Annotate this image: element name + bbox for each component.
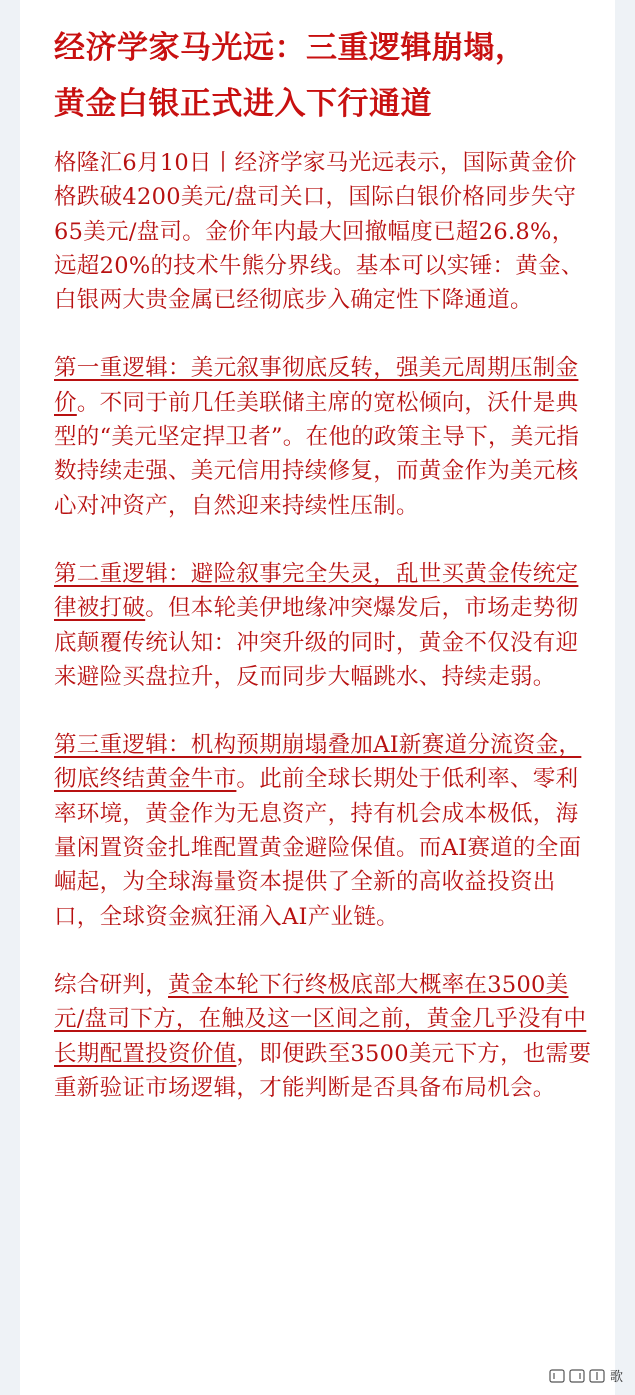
watermark-text: 歌	[609, 1370, 623, 1385]
article-title	[54, 20, 593, 132]
logic-2-paragraph	[54, 557, 593, 694]
paragraph-gap	[54, 317, 593, 351]
logic-3-heading: 第三重逻辑：机构预期崩塌叠加AI新赛道分流资金，彻底终结黄金牛市	[54, 732, 582, 793]
intro-paragraph: 格隆汇6月10日丨经济学家马光远表示，国际黄金价格跌破4200美元/盘司关口，国际白银价格同步失守65美元/盘司。金价年内最大回撤幅度已超26.8%，远超20%的技术牛熊分界线。基本可以实锤：黄金、白银两大贵金属已经彻底步入确定性下降通道。	[54, 150, 584, 314]
paragraph-gap	[54, 694, 593, 728]
article-title-line-1: 经济学家马光远：三重逻辑崩塌，	[54, 30, 527, 66]
prev-page-icon[interactable]	[548, 1368, 566, 1384]
paragraph-gap	[54, 523, 593, 557]
logic-2-body: 。但本轮美伊地缘冲突爆发后，市场走势彻底颠覆传统认知：冲突升级的同时，黄金不仅没有迎来避险买盘拉升，反而同步大幅跳水、持续走弱。	[54, 595, 579, 690]
conclusion-suffix: ，即便跌至3500美元下方，也需要重新验证市场逻辑，才能判断是否具备布局机会。	[54, 1040, 592, 1101]
article-card	[20, 0, 615, 1395]
conclusion-prefix: 综合研判，	[54, 971, 169, 998]
paragraph-gap	[54, 934, 593, 968]
logic-3-paragraph	[54, 728, 593, 934]
logic-2-heading: 第二重逻辑：避险叙事完全失灵，乱世买黄金传统定律被打破	[54, 560, 579, 622]
logic-1-body: 。不同于前几任美联储主席的宽松倾向，沃什是典型的“美元坚定捍卫者”。在他的政策主导下，美元指数持续走强、美元信用持续修复，而黄金作为美元核心对冲资产，自然迎来持续性压制。	[54, 389, 580, 519]
logic-1-paragraph	[54, 351, 593, 522]
conclusion-underlined: 黄金本轮下行终极底部大概率在3500美元/盘司下方，在触及这一区间之前，黄金几乎没有中长期配置投资价值	[54, 971, 587, 1067]
footer-controls	[548, 1366, 623, 1385]
next-page-icon[interactable]	[568, 1368, 586, 1384]
article-title-line-2: 黄金白银正式进入下行通道	[54, 86, 432, 122]
logic-1-heading: 第一重逻辑：美元叙事彻底反转，强美元周期压制金价	[54, 355, 579, 416]
conclusion-paragraph	[54, 968, 593, 1105]
layout-icon[interactable]	[588, 1368, 606, 1384]
logic-3-body: 。此前全球长期处于低利率、零利率环境，黄金作为无息资产，持有机会成本极低，海量闲置资金扎堆配置黄金避险保值。而AI赛道的全面崛起，为全球海量资本提供了全新的高收益投资出口，全球资金疯狂涌入AI产业链。	[54, 766, 582, 930]
